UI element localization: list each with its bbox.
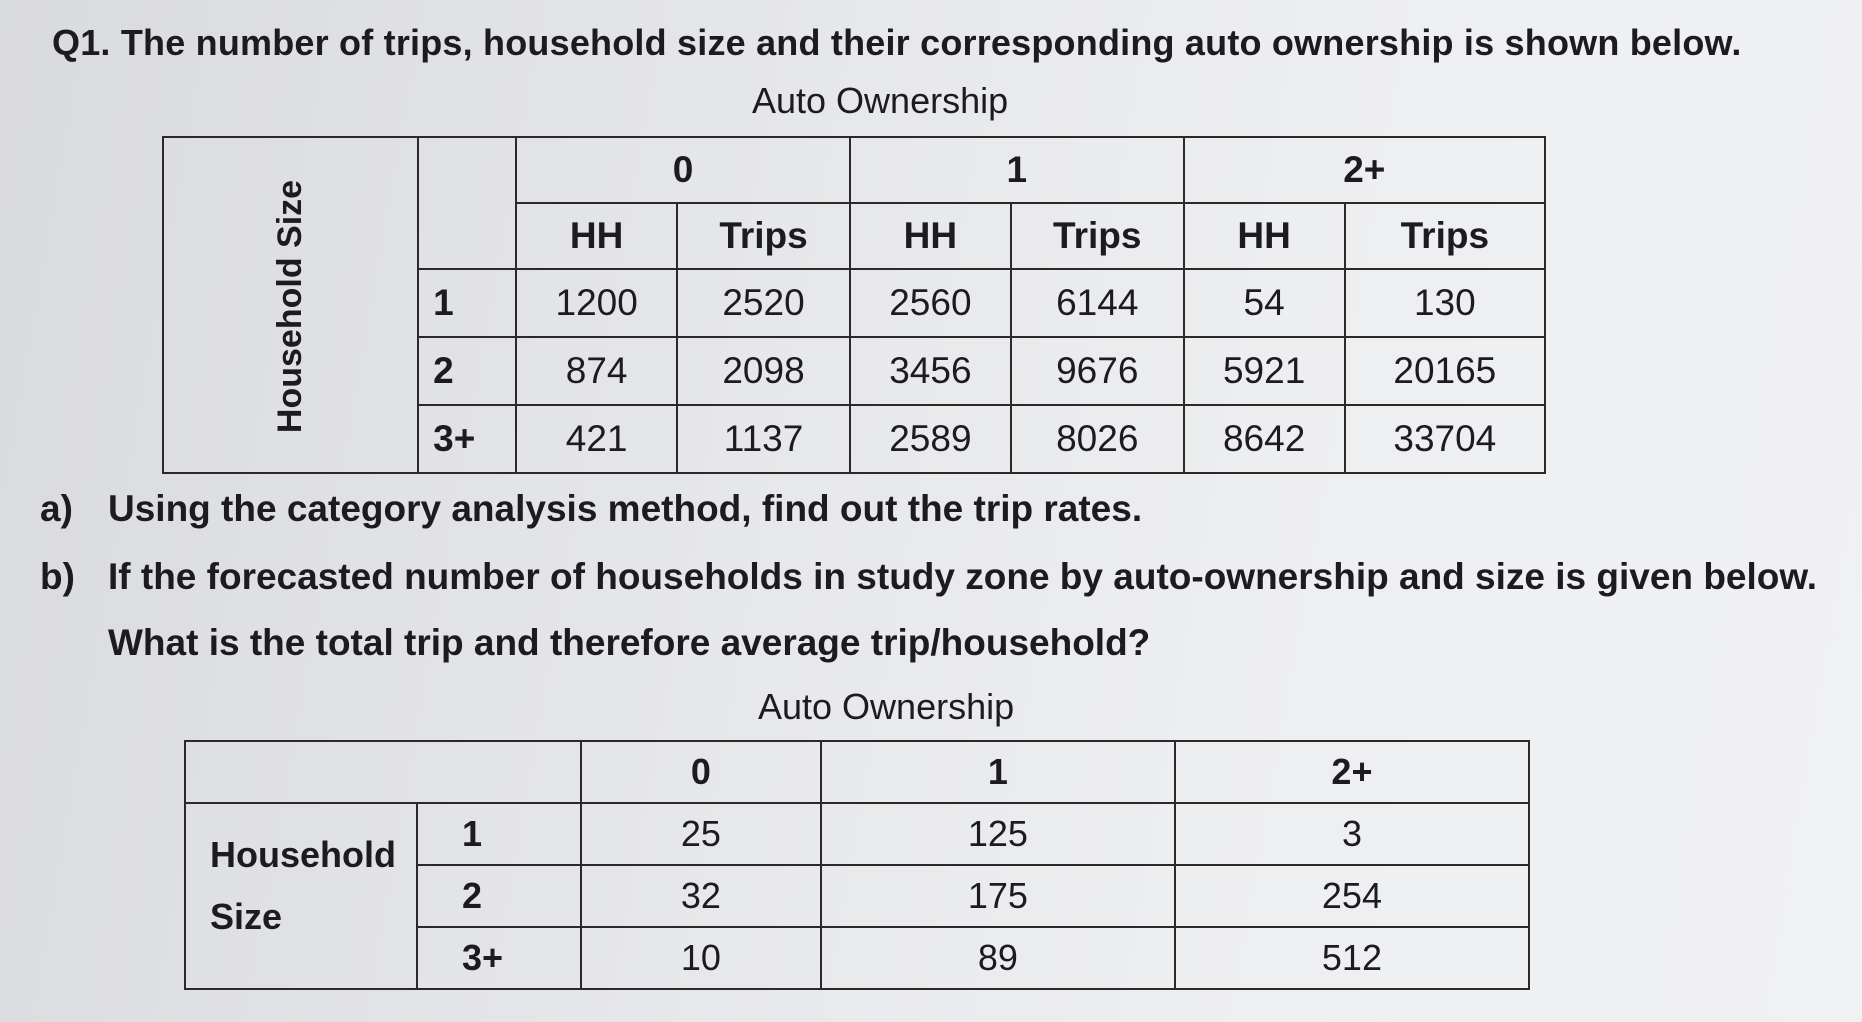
household-size-label-cell	[163, 137, 418, 473]
table1-caption: Auto Ownership	[752, 80, 1009, 121]
table-cell: 8642	[1184, 405, 1345, 473]
part-b	[40, 556, 1817, 598]
table-cell: 1200	[516, 269, 677, 337]
table-cell: 125	[821, 803, 1175, 865]
table-cell: 874	[516, 337, 677, 405]
row-label: 3+	[418, 405, 516, 473]
table2-header-row	[185, 741, 1529, 803]
table-cell: 89	[821, 927, 1175, 989]
table2-col-0: 0	[581, 741, 821, 803]
household-size-label: Household Size	[271, 179, 310, 434]
part-b-text-line2: What is the total trip and therefore average trip/household?	[108, 622, 1151, 663]
table-cell: 5921	[1184, 337, 1345, 405]
row-label: 2	[418, 337, 516, 405]
table2-caption: Auto Ownership	[758, 686, 1015, 727]
part-a-text: Using the category analysis method, find out the trip rates.	[108, 488, 1143, 529]
household-size-header	[185, 803, 417, 989]
table-cell: 10	[581, 927, 821, 989]
forecast-households-table	[184, 740, 1530, 990]
row-label: 3+	[417, 927, 581, 989]
table1-group-0: 0	[516, 137, 850, 203]
table1-group-1: 1	[850, 137, 1184, 203]
table1-group-header-row	[163, 137, 1545, 203]
table1-subheader: Trips	[677, 203, 850, 269]
table2-col-2plus: 2+	[1175, 741, 1529, 803]
table2-col-1: 1	[821, 741, 1175, 803]
table-cell: 32	[581, 865, 821, 927]
table-cell: 175	[821, 865, 1175, 927]
part-a-label: a)	[40, 488, 73, 529]
table1-subheader: Trips	[1011, 203, 1184, 269]
table-cell: 254	[1175, 865, 1529, 927]
part-b-label: b)	[40, 556, 75, 597]
table-cell: 20165	[1345, 337, 1545, 405]
table-cell: 2589	[850, 405, 1011, 473]
table-cell: 512	[1175, 927, 1529, 989]
table-cell: 3	[1175, 803, 1529, 865]
table-cell: 130	[1345, 269, 1545, 337]
table-cell: 421	[516, 405, 677, 473]
household-size-line1: Household	[210, 834, 396, 875]
table1-group-2plus: 2+	[1184, 137, 1545, 203]
table-cell: 25	[581, 803, 821, 865]
part-b-text-line1: If the forecasted number of households in study zone by auto-ownership and size is given below.	[108, 556, 1818, 597]
part-a	[40, 488, 1142, 530]
trip-data-table	[162, 136, 1546, 474]
table-cell: 1137	[677, 405, 850, 473]
table-cell: 2098	[677, 337, 850, 405]
table1-subheader: HH	[850, 203, 1011, 269]
table1-corner-cell	[418, 137, 516, 203]
table1-subheader: Trips	[1345, 203, 1545, 269]
household-size-line2: Size	[210, 896, 283, 937]
table1-subheader: HH	[516, 203, 677, 269]
table1-corner-cell-lower	[418, 203, 516, 269]
table-cell: 6144	[1011, 269, 1184, 337]
question-title: Q1. The number of trips, household size and their corresponding auto ownership is shown below.	[52, 22, 1742, 63]
table2-corner-cell	[185, 741, 581, 803]
row-label: 1	[418, 269, 516, 337]
table-cell: 9676	[1011, 337, 1184, 405]
row-label: 1	[417, 803, 581, 865]
row-label: 2	[417, 865, 581, 927]
table-cell: 33704	[1345, 405, 1545, 473]
table-cell: 3456	[850, 337, 1011, 405]
table-cell: 8026	[1011, 405, 1184, 473]
table-row	[185, 803, 1529, 865]
table-cell: 54	[1184, 269, 1345, 337]
table-cell: 2520	[677, 269, 850, 337]
table-cell: 2560	[850, 269, 1011, 337]
table1-subheader: HH	[1184, 203, 1345, 269]
